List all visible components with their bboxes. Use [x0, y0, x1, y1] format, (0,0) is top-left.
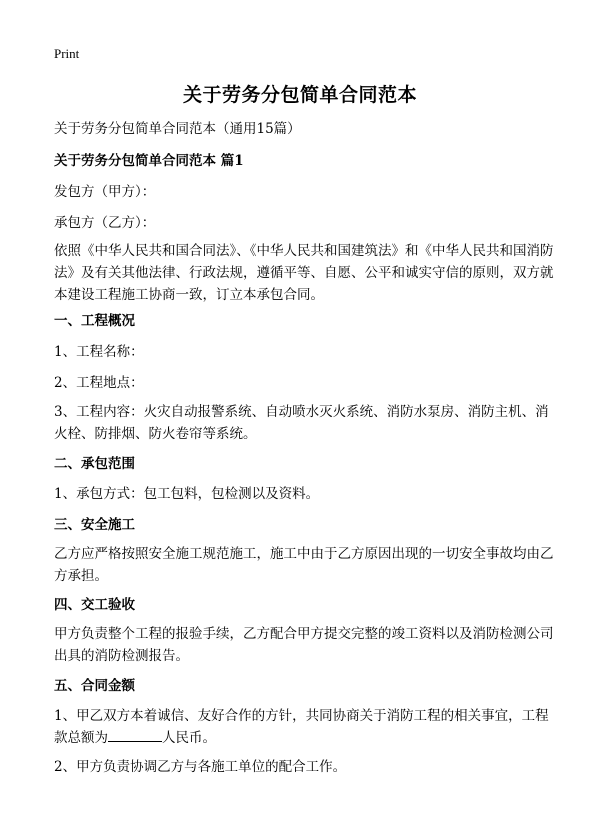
amount-text-end: 人民币。: [162, 730, 216, 746]
project-location-line: 2、工程地点：: [54, 375, 144, 391]
heading-project-overview: 一、工程概况: [54, 313, 135, 329]
amount-text-start: 1、甲乙双方本着诚信、友好合作的方针，共同协商关于消防工程的相关事宜，工程款总额为: [54, 708, 549, 746]
section-heading: 关于劳务分包简单合同范本 篇1: [54, 153, 244, 169]
project-content-paragraph: 3、工程内容：火灾自动报警系统、自动喷水灭火系统、消防水泵房、消防主机、消火栓、防排烟、防火卷帘等系统。: [54, 404, 549, 442]
heading-contract-amount: 五、合同金额: [54, 678, 135, 694]
heading-scope: 二、承包范围: [54, 456, 135, 472]
project-name-line: 1、工程名称：: [54, 344, 144, 360]
intro-paragraph: 依照《中华人民共和国合同法》、《中华人民共和国建筑法》和《中华人民共和国消防法》及有关其他法律、行政法规，遵循平等、自愿、公平和诚实守信的原则，双方就本建设工程施工协商一致，订立本承包合同。: [54, 243, 554, 303]
amount-paragraph: [54, 705, 554, 749]
safety-paragraph: 乙方应严格按照安全施工规范施工，施工中由于乙方原因出现的一切安全事故均由乙方承担。: [54, 546, 554, 584]
print-link[interactable]: Print: [54, 46, 80, 61]
party-b-line: 承包方（乙方）：: [54, 215, 156, 231]
party-a-line: 发包方（甲方）：: [54, 184, 156, 200]
heading-safety: 三、安全施工: [54, 517, 135, 533]
subtitle: 关于劳务分包简单合同范本（通用15篇）: [54, 121, 301, 137]
coordination-line: 2、甲方负责协调乙方与各施工单位的配合工作。: [54, 759, 347, 775]
amount-blank: [108, 727, 162, 742]
document-title: 关于劳务分包简单合同范本: [182, 84, 417, 106]
acceptance-paragraph: 甲方负责整个工程的报验手续，乙方配合甲方提交完整的竣工资料以及消防检测公司出具的消防检测报告。: [54, 626, 554, 664]
contract-method-line: 1、承包方式：包工包料，包检测以及资料。: [54, 486, 320, 502]
heading-acceptance: 四、交工验收: [54, 597, 135, 613]
